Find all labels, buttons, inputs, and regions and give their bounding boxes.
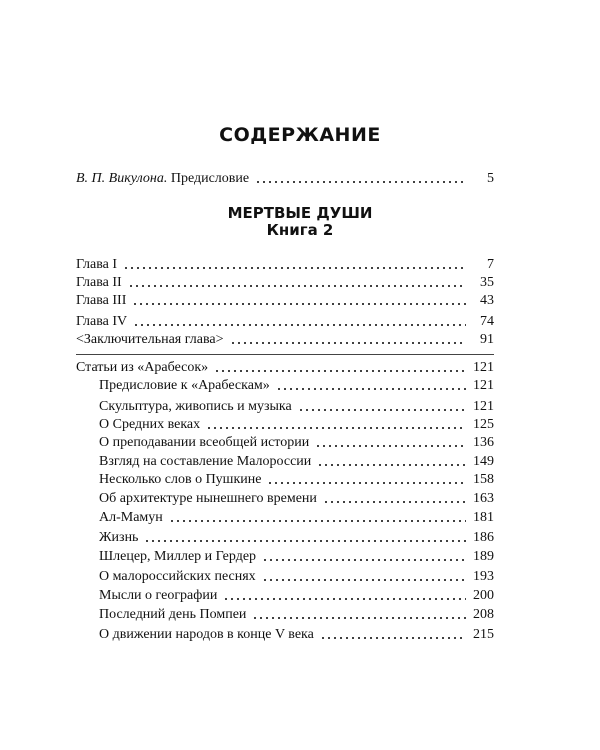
toc-entry-article: [99, 568, 494, 586]
toc-entry-article: [99, 548, 494, 566]
toc-entry-article: [99, 490, 494, 508]
dot-leader: [169, 519, 466, 523]
toc-entry-label: Скульптура, живопись и музыка: [99, 399, 292, 414]
toc-entry-preface: [76, 170, 494, 188]
toc-entry-page: 125: [473, 417, 494, 432]
toc-entry-chapter: [76, 292, 494, 310]
toc-entry-label: Глава I: [76, 257, 118, 272]
dot-leader: [123, 266, 466, 270]
toc-entry-label: О малороссийских песнях: [99, 569, 256, 584]
dot-leader: [315, 444, 466, 448]
toc-entry-article: [99, 471, 494, 489]
toc-entry-page: 121: [473, 378, 494, 393]
toc-entry-page: 121: [473, 399, 494, 414]
toc-entry-label: Статьи из «Арабесок»: [76, 360, 209, 375]
toc-entry-page: 189: [473, 549, 494, 564]
toc-entry-page: 136: [473, 435, 494, 450]
toc-entry-article: [99, 453, 494, 471]
dot-leader: [323, 500, 466, 504]
toc-entry-page: 200: [473, 588, 494, 603]
toc-entry-page: 74: [480, 314, 494, 329]
dot-leader: [206, 426, 466, 430]
toc-entry-page: 163: [473, 491, 494, 506]
toc-entry-label: Шлецер, Миллер и Гердер: [99, 549, 257, 564]
dot-leader: [144, 539, 466, 543]
toc-entry-page: 149: [473, 454, 494, 469]
toc-entry-label: Несколько слов о Пушкине: [99, 472, 262, 487]
toc-entry-article: [99, 416, 494, 434]
book-title: МЕРТВЫЕ ДУШИ: [227, 204, 373, 222]
toc-entry-chapter: [76, 256, 494, 274]
dot-leader: [128, 284, 466, 288]
dot-leader: [132, 302, 466, 306]
toc-entry-label: [76, 170, 249, 188]
dot-leader: [262, 578, 466, 582]
dot-leader: [320, 636, 466, 640]
toc-entry-article: [99, 398, 494, 416]
toc-entry-label: <Заключительная глава>: [76, 332, 224, 347]
section-divider: [76, 354, 494, 355]
toc-entry-article: [99, 626, 494, 644]
dot-leader: [317, 463, 466, 467]
dot-leader: [298, 408, 466, 412]
toc-entry-page: 193: [473, 569, 494, 584]
toc-entry-label: Жизнь: [99, 530, 139, 545]
toc-entry-page: 181: [473, 510, 494, 525]
dot-leader: [276, 387, 466, 391]
toc-entry-article: [99, 606, 494, 624]
toc-entry-page: 208: [473, 607, 494, 622]
book-subtitle: Книга 2: [266, 221, 334, 239]
toc-entry-label: О преподавании всеобщей истории: [99, 435, 310, 450]
toc-entry-page: 186: [473, 530, 494, 545]
toc-entry-label: Глава IV: [76, 314, 128, 329]
dot-leader: [133, 323, 466, 327]
toc-entry-label: Об архитектуре нынешнего времени: [99, 491, 317, 506]
toc-entry-section: [76, 359, 494, 377]
toc-entry-label: Глава III: [76, 293, 127, 308]
toc-entry-article: [99, 434, 494, 452]
toc-entry-label: О Средних веках: [99, 417, 201, 432]
toc-entry-chapter: [76, 313, 494, 331]
toc-entry-page: 121: [473, 360, 494, 375]
dot-leader: [230, 341, 467, 345]
toc-entry-page: 158: [473, 472, 494, 487]
toc-entry-page: 43: [480, 293, 494, 308]
toc-entry-chapter: [76, 274, 494, 292]
toc-entry-label: Глава II: [76, 275, 122, 290]
toc-entry-label: О движении народов в конце V века: [99, 627, 314, 642]
toc-entry-label: Предисловие к «Арабескам»: [99, 378, 270, 393]
toc-entry-article: [99, 587, 494, 605]
toc-entry-page: 5: [487, 171, 494, 186]
toc-entry-page: 7: [487, 257, 494, 272]
dot-leader: [214, 369, 466, 373]
toc-entry-label: Ал-Мамун: [99, 510, 163, 525]
toc-entry-article: [99, 509, 494, 527]
dot-leader: [262, 558, 466, 562]
dot-leader: [255, 180, 466, 184]
toc-entry-label: Взгляд на составление Малороссии: [99, 454, 312, 469]
preface-label: Предисловие: [170, 171, 250, 186]
preface-author: В. П. Викулона.: [76, 171, 168, 186]
toc-entry-page: 35: [480, 275, 494, 290]
toc-entry-article: [99, 377, 494, 395]
dot-leader: [267, 481, 466, 485]
toc-entry-label: Последний день Помпеи: [99, 607, 247, 622]
toc-entry-page: 91: [480, 332, 494, 347]
toc-entry-page: 215: [473, 627, 494, 642]
toc-entry-article: [99, 529, 494, 547]
toc-entry-label: Мысли о географии: [99, 588, 218, 603]
toc-entry-chapter: [76, 331, 494, 349]
contents-heading: СОДЕРЖАНИЕ: [219, 124, 381, 146]
dot-leader: [252, 616, 466, 620]
dot-leader: [223, 597, 466, 601]
